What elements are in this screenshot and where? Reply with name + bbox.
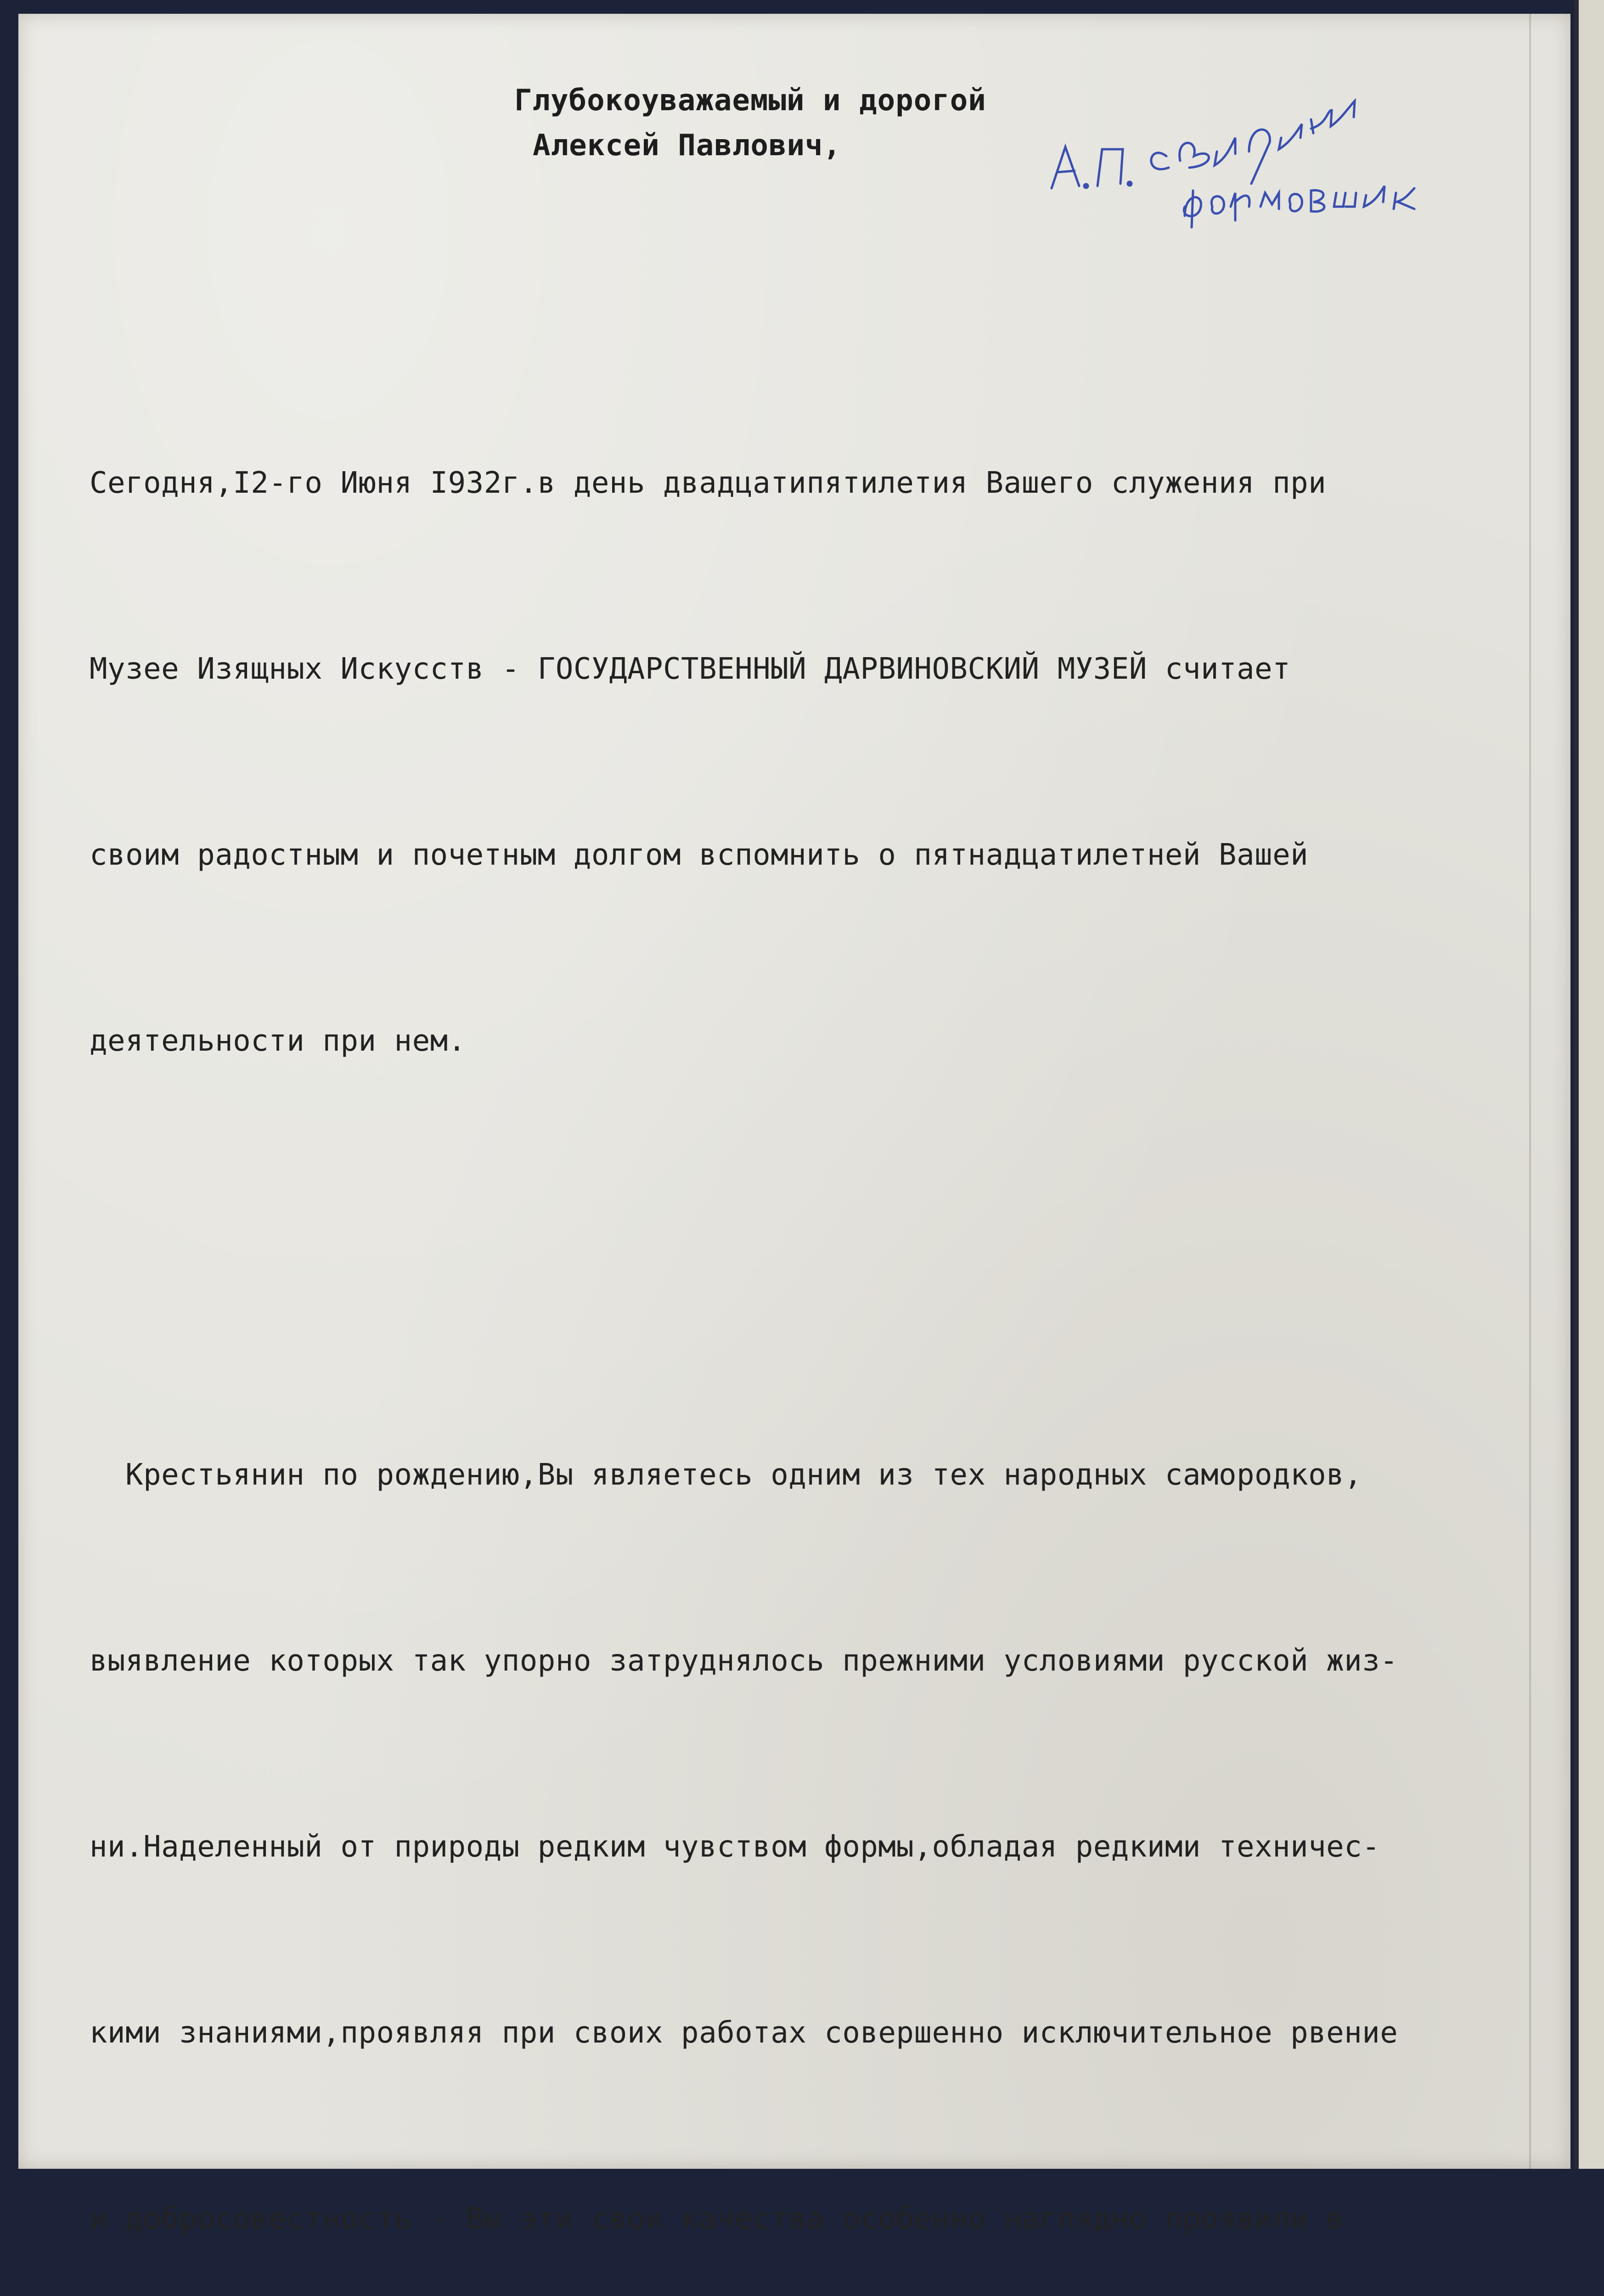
salutation-line-1: Глубокоуважаемый и дорогой [514, 84, 986, 118]
text-line: и добросовестность - Вы эти свои качества особенно наглядно проявили в [90, 2202, 1345, 2236]
adjacent-page-edge [1574, 0, 1604, 2169]
text-line: своим радостным и почетным долгом вспомнить о пятнадцатилетней Вашей [90, 838, 1309, 872]
salutation [514, 78, 986, 168]
letter-body [90, 204, 1564, 2296]
text-line: Музее Изящных Искусств - ГОСУДАРСТВЕННЫЙ ДАРВИНОВСКИЙ МУЗЕЙ считает [90, 652, 1291, 686]
text-line: кими знаниями,проявляя при своих работах совершенно исключительное рвение [90, 2016, 1398, 2050]
paragraph [90, 1320, 1564, 2296]
salutation-line-2: Алексей Павлович, [533, 129, 842, 163]
text-line: выявление которых так упорно затруднялось прежними условиями русской жиз- [90, 1644, 1398, 1678]
paragraph [90, 328, 1564, 1196]
text-line: Крестьянин по рождению,Вы являетесь одним из тех народных самородков, [90, 1458, 1362, 1492]
text-line: Сегодня,I2-го Июня I932г.в день двадцатипятилетия Вашего служения при [90, 466, 1327, 500]
text-line: деятельности при нем. [90, 1024, 466, 1058]
text-line: ни.Наделенный от природы редким чувством формы,обладая редкими техничес- [90, 1830, 1380, 1864]
